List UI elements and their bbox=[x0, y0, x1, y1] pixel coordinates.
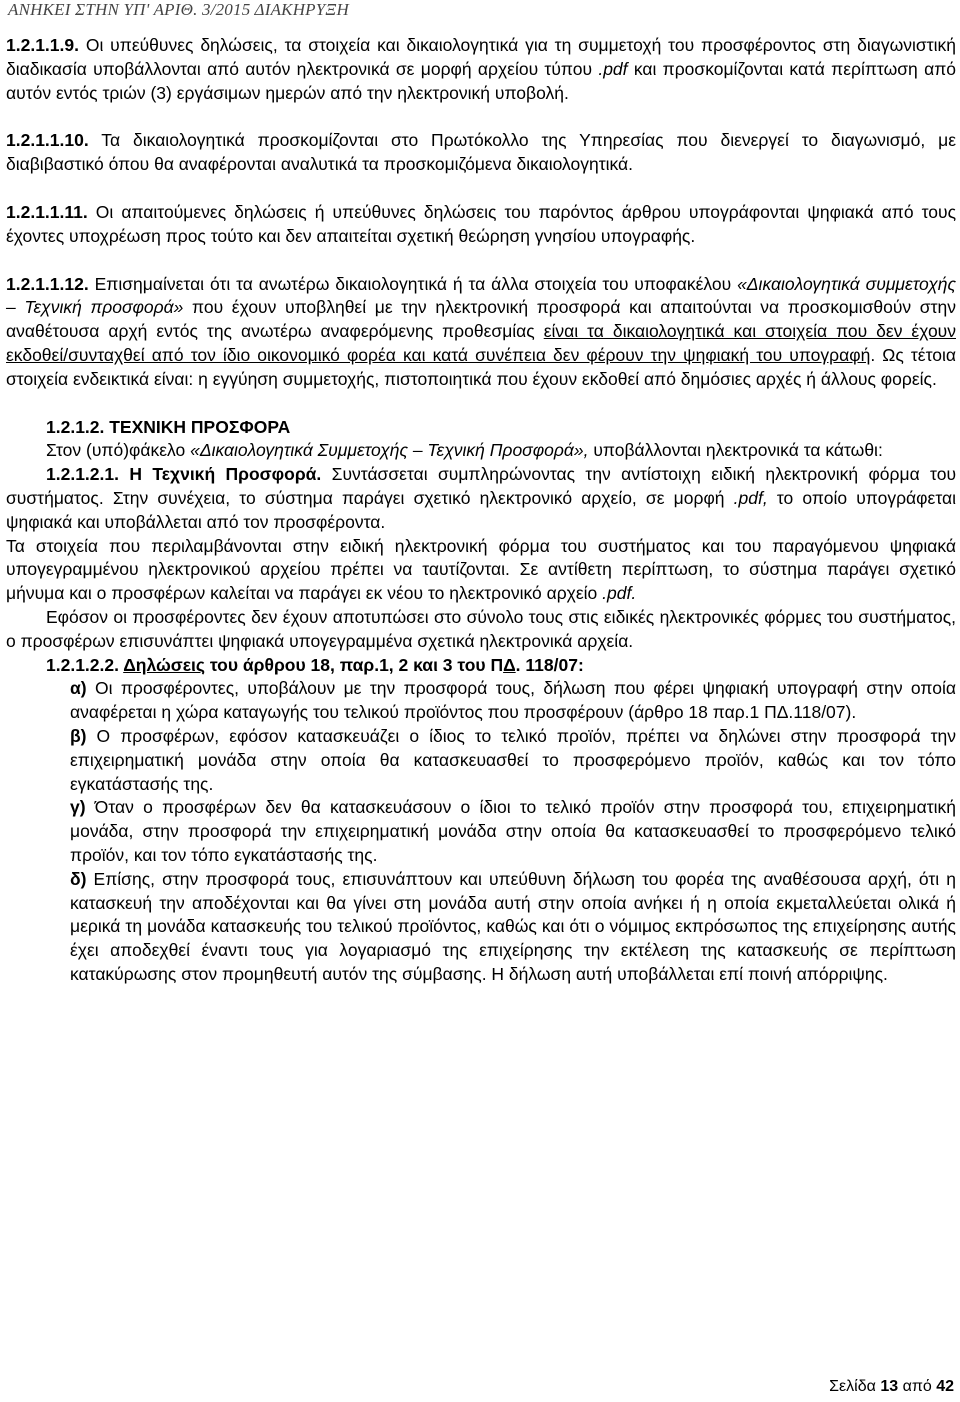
declaration-items bbox=[6, 677, 956, 986]
item-text: Ο προσφέρων, εφόσον κατασκευάζει ο ίδιος το τελικό προϊόν, πρέπει να δηλώνει στην προσφορά την επιχειρηματική μονάδα στην οποία θα κατασκευασθεί το προσφερόμενο προϊόν, καθώς και τον τόπο εγκατάστασής της. bbox=[70, 725, 956, 794]
document-body bbox=[6, 34, 956, 987]
section-number: 1.2.1.1.11. bbox=[6, 201, 88, 222]
declaration-item bbox=[6, 677, 956, 725]
heading-text: . 118/07: bbox=[515, 654, 584, 675]
section-number: 1.2.1.2.1. Η Τεχνική Προσφορά. bbox=[46, 464, 322, 485]
intro-text: υποβάλλονται ηλεκτρονικά τα κάτωθι: bbox=[588, 440, 883, 461]
heading-underlined: Δ bbox=[503, 654, 516, 675]
paragraph-form-match bbox=[6, 535, 956, 606]
intro-text: Στον (υπό)φάκελο bbox=[46, 440, 191, 461]
paragraph-1-2-1-2-1 bbox=[6, 463, 956, 534]
section-number: 1.2.1.1.12. bbox=[6, 273, 89, 294]
declaration-item bbox=[6, 796, 956, 867]
section-text: και προσκομίζονται κατά περίπτωση από αυτόν εντός τριών (3) εργάσιμων ημερών από την ηλεκτρονική υποβολή. bbox=[6, 58, 956, 103]
section-text: Εφόσον οι προσφέροντες δεν έχουν αποτυπώσει στο σύνολο τους στις ειδικές ηλεκτρονικές φόρμες του συστήματος, ο προσφέρων επισυνάπτει ψηφιακά υπογεγραμμένα σχετικά ηλεκτρονικά αρχεία. bbox=[6, 606, 956, 651]
paragraph-1-2-1-1-11 bbox=[6, 201, 956, 249]
section-text: που έχουν υποβληθεί με την ηλεκτρονική προσφορά και απαιτούνται να προσκομισθούν στην αναθέτουσα αρχή εντός της ανωτέρω αναφερόμενης προθεσμίας bbox=[6, 297, 956, 342]
section-number: 1.2.1.2.2. bbox=[46, 654, 124, 675]
pdf-term: .pdf. bbox=[602, 583, 637, 604]
item-label: α) bbox=[70, 678, 87, 699]
subfolder-name: «Δικαιολογητικά Συμμετοχής – Τεχνική Προσφορά», bbox=[190, 440, 589, 461]
section-number: 1.2.1.1.9. bbox=[6, 35, 79, 55]
paragraph-attachments bbox=[6, 606, 956, 654]
page-number: 13 bbox=[880, 1378, 899, 1395]
item-text: Επίσης, στην προσφορά τους, επισυνάπτουν και υπεύθυνη δήλωση του φορέα της αναθέσουσα αρχή, ότι η κατασκευή την αποδέχονται και θα γίνει στη μονάδα αυτή στην οποία ανήκει ή η οποία εκμεταλλεύεται ολικά ή μερικά τη μονάδα κατασκευής του τελικού προϊόντος, καθώς και ότι ο νόμιμος εκπρόσωπος της επιχείρησης αυτής έχει αποδεχθεί έναντι τους για λογαριασμό της επιχείρησης την εκτέλεση της κατασκευής σε περίπτωση κατακύρωσης στον προμηθευτή αυτόν της σύμβασης. Η δήλωση αυτή υποβάλλεται επί ποινή απόρριψης. bbox=[70, 868, 956, 984]
underlined-text: είναι τα δικαιολογητικά και στοιχεία που δεν έχουν εκδοθεί/συνταχθεί από τον ίδιο οικονομικό φορέα και κατά συνέπεια δεν φέρουν την ψηφιακή του υπογραφή bbox=[6, 321, 956, 365]
declaration-item bbox=[6, 725, 956, 796]
heading-text: του άρθρου 18, παρ.1, 2 και 3 του Π bbox=[205, 654, 504, 675]
pdf-term: .pdf, bbox=[733, 487, 768, 508]
footer-label: από bbox=[898, 1378, 937, 1395]
section-number: 1.2.1.1.10. bbox=[6, 130, 89, 151]
section-text: Συντάσσεται συμπληρώνοντας την αντίστοιχη ειδική ηλεκτρονική φόρμα του συστήματος. Στην συνέχεια, το σύστημα παράγει σχετικό ηλεκτρονικό αρχείο, σε μορφή bbox=[6, 464, 957, 508]
item-label: γ) bbox=[70, 797, 86, 818]
section-text: Επισημαίνεται ότι τα ανωτέρω δικαιολογητικά ή τα άλλα στοιχεία του υποφακέλου bbox=[88, 273, 738, 294]
item-label: β) bbox=[70, 725, 87, 746]
section-text: Τα δικαιολογητικά προσκομίζονται στο Πρωτόκολλο της Υπηρεσίας που διενεργεί το διαγωνισμό, με διαβιβαστικό όπου θα αναφέρονται αναλυτικά τα προσκομιζόμενα δικαιολογητικά. bbox=[6, 130, 956, 175]
section-text: Οι απαιτούμενες δηλώσεις ή υπεύθυνες δηλώσεις του παρόντος άρθρου υπογράφονται ψηφιακά από τους έχοντες υποχρέωση προς τούτο και δεν απαιτείται σχετική θεώρηση γνησίου υπογραφής. bbox=[6, 201, 956, 246]
paragraph-1-2-1-1-10 bbox=[6, 129, 956, 177]
paragraph-1-2-1-1-12 bbox=[6, 273, 956, 392]
pdf-term: .pdf bbox=[598, 58, 628, 79]
technical-offer-intro bbox=[6, 439, 956, 463]
heading-underlined: Δηλώσεις bbox=[123, 654, 205, 675]
section-text: Οι υπεύθυνες δηλώσεις, τα στοιχεία και δικαιολογητικά για τη συμμετοχή του προσφέροντος στη διαγωνιστική διαδικασία υποβάλλονται από αυτόν ηλεκτρονικά σε μορφή αρχείου τύπου bbox=[6, 35, 956, 79]
declaration-item bbox=[6, 868, 956, 987]
page-footer bbox=[829, 1378, 954, 1396]
item-text: Οι προσφέροντες, υποβάλουν με την προσφορά τους, δήλωση που φέρει ψηφιακή υπογραφή στην οποία αναφέρεται η χώρα καταγωγής του τελικού προϊόντος που προσφέρουν (άρθρο 18 παρ.1 ΠΔ.118/07). bbox=[70, 678, 956, 723]
heading-technical-offer: 1.2.1.2. ΤΕΧΝΙΚΗ ΠΡΟΣΦΟΡΑ bbox=[46, 416, 291, 437]
section-text: . Ως τέτοια στοιχεία ενδεικτικά είναι: η εγγύηση συμμετοχής, πιστοποιητικά που έχουν εκδοθεί από δημόσιες αρχές ή άλλους φορείς. bbox=[6, 344, 956, 389]
section-text: Τα στοιχεία που περιλαμβάνονται στην ειδική ηλεκτρονική φόρμα του συστήματος και του παραγόμενου ψηφιακά υπογεγραμμένου ηλεκτρονικού αρχείου πρέπει να ταυτίζονται. Σε αντίθετη περίπτωση, το σύστημα παράγει σχετικό μήνυμα και ο προσφέρων καλείται να παράγει εκ νέου το ηλεκτρονικό αρχείο bbox=[6, 535, 956, 604]
footer-label: Σελίδα bbox=[829, 1378, 881, 1395]
item-text: Όταν ο προσφέρων δεν θα κατασκευάσουν ο ίδιοι το τελικό προϊόν στην προσφορά του, επιχειρηματική μονάδα, στην προσφορά την επιχειρηματική μονάδα στην οποία θα κατασκευασθεί το προσφερόμενο τελικό προϊόν, και τον τόπο εγκατάστασής της. bbox=[70, 797, 956, 865]
document-header: ΑΝΗΚΕΙ ΣΤΗΝ ΥΠ' ΑΡΙΘ. 3/2015 ΔΙΑΚΗΡΥΞΗ bbox=[8, 0, 349, 19]
paragraph-1-2-1-1-9 bbox=[6, 34, 956, 105]
page-total: 42 bbox=[936, 1378, 954, 1395]
heading-declarations bbox=[6, 654, 956, 678]
section-text: το οποίο υπογράφεται ψηφιακά και υποβάλλεται από τον προσφέροντα. bbox=[6, 487, 956, 532]
subfolder-name: «Δικαιολογητικά συμμετοχής – Τεχνική προσφορά» bbox=[6, 273, 956, 318]
item-label: δ) bbox=[70, 868, 87, 889]
